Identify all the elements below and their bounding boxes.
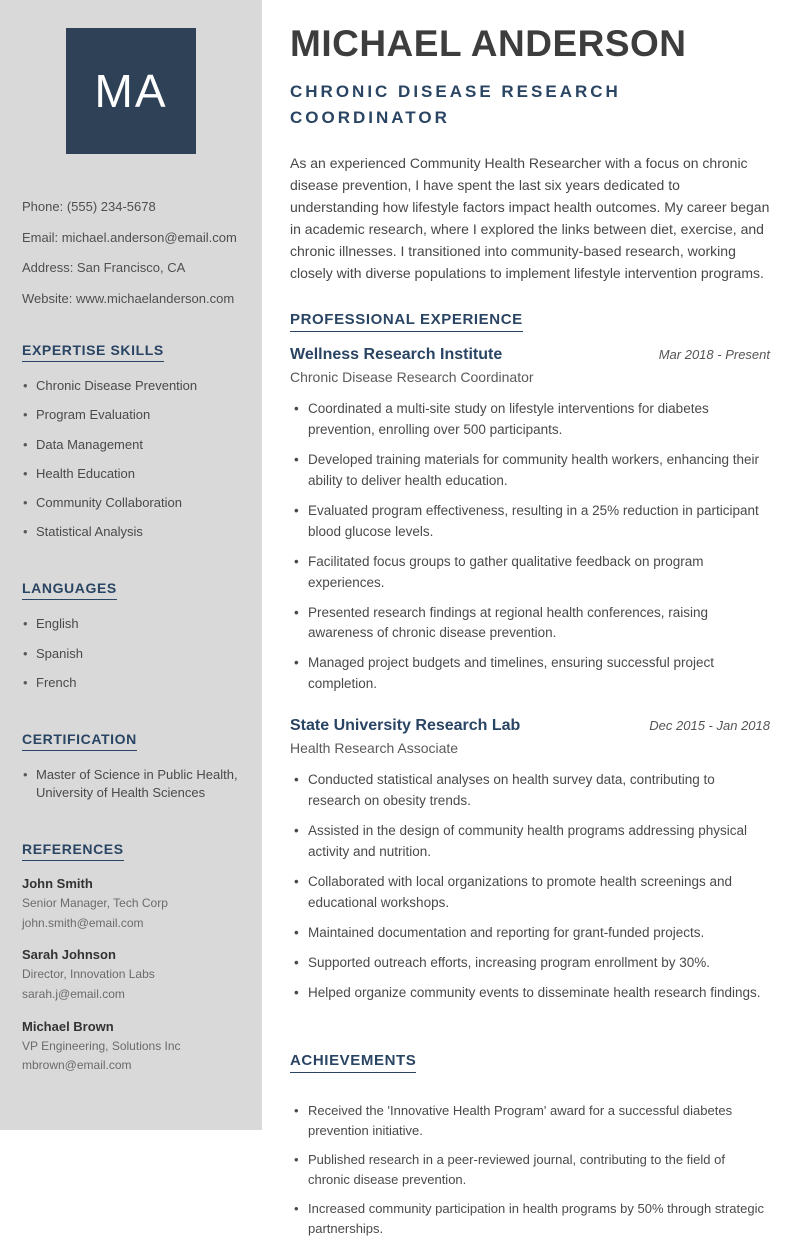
achievement-item: • Received the 'Innovative Health Program' award for a successful diabetes prevention initiative. bbox=[290, 1101, 770, 1141]
job-bullet: • Developed training materials for community health workers, enhancing their ability to deliver health education. bbox=[290, 450, 770, 492]
contact-website: Website: www.michaelanderson.com bbox=[22, 290, 235, 306]
experience-section bbox=[290, 285, 770, 1003]
languages-heading: LANGUAGES bbox=[22, 580, 117, 600]
reference-name: Michael Brown bbox=[22, 1018, 114, 1034]
languages-list bbox=[22, 615, 240, 692]
skill-item: • Community Collaboration bbox=[22, 494, 240, 512]
certification-heading: CERTIFICATION bbox=[22, 731, 137, 751]
references-section bbox=[22, 813, 240, 1074]
job-bullet: • Presented research findings at regional health conferences, raising awareness of chronic disease prevention. bbox=[290, 603, 770, 645]
job-entry bbox=[290, 717, 770, 1003]
job-header bbox=[290, 717, 770, 735]
reference-email: sarah.j@email.com bbox=[22, 987, 125, 1002]
reference-entry bbox=[22, 947, 240, 1002]
experience-heading: PROFESSIONAL EXPERIENCE bbox=[290, 311, 523, 332]
job-bullet: • Collaborated with local organizations to promote health screenings and educational workshops. bbox=[290, 872, 770, 914]
job-bullet: • Helped organize community events to disseminate health research findings. bbox=[290, 983, 770, 1004]
job-bullet: • Assisted in the design of community health programs addressing physical activity and nutrition. bbox=[290, 821, 770, 863]
monogram-box bbox=[66, 28, 196, 154]
job-dates: Dec 2015 - Jan 2018 bbox=[649, 718, 770, 734]
job-entry bbox=[290, 346, 770, 695]
language-item: • English bbox=[22, 615, 240, 633]
achievements-list bbox=[290, 1101, 770, 1239]
reference-email: john.smith@email.com bbox=[22, 915, 144, 930]
job-bullet: • Conducted statistical analyses on health survey data, contributing to research on obesity trends. bbox=[290, 770, 770, 812]
reference-email: mbrown@email.com bbox=[22, 1058, 132, 1073]
job-header bbox=[290, 346, 770, 364]
contact-address: Address: San Francisco, CA bbox=[22, 260, 186, 276]
job-bullet: • Facilitated focus groups to gather qualitative feedback on program experiences. bbox=[290, 552, 770, 594]
reference-title: Senior Manager, Tech Corp bbox=[22, 896, 168, 911]
achievements-section bbox=[290, 1026, 770, 1239]
job-bullet: • Maintained documentation and reporting for grant-funded projects. bbox=[290, 923, 770, 944]
skill-item: • Chronic Disease Prevention bbox=[22, 377, 240, 395]
reference-entry bbox=[22, 1019, 240, 1074]
job-bullet-list bbox=[290, 399, 770, 695]
language-item: • French bbox=[22, 674, 240, 692]
skills-section bbox=[22, 320, 240, 541]
job-bullet: • Evaluated program effectiveness, resulting in a 25% reduction in participant blood glucose levels. bbox=[290, 501, 770, 543]
certification-item: • Master of Science in Public Health, University of Health Sciences bbox=[22, 766, 240, 802]
skill-item: • Program Evaluation bbox=[22, 406, 240, 424]
achievements-heading: ACHIEVEMENTS bbox=[290, 1052, 416, 1073]
person-name: MICHAEL ANDERSON bbox=[290, 23, 687, 64]
achievement-item: • Published research in a peer-reviewed journal, contributing to the field of chronic disease prevention. bbox=[290, 1150, 770, 1190]
job-bullet-list bbox=[290, 770, 770, 1003]
contact-section bbox=[22, 198, 240, 307]
languages-section bbox=[22, 552, 240, 692]
skill-item: • Statistical Analysis bbox=[22, 523, 240, 541]
reference-name: John Smith bbox=[22, 876, 93, 892]
achievement-item: • Increased community participation in health programs by 50% through strategic partnerships. bbox=[290, 1199, 770, 1239]
references-heading: REFERENCES bbox=[22, 841, 124, 861]
contact-email: Email: michael.anderson@email.com bbox=[22, 229, 237, 245]
skills-list bbox=[22, 377, 240, 541]
reference-title: Director, Innovation Labs bbox=[22, 967, 155, 982]
skill-item: • Health Education bbox=[22, 465, 240, 483]
person-job-title: CHRONIC DISEASE RESEARCH COORDINATOR bbox=[290, 81, 621, 128]
resume-main bbox=[262, 0, 800, 1237]
job-bullet: • Coordinated a multi-site study on lifestyle interventions for diabetes prevention, enrolling over 500 participants. bbox=[290, 399, 770, 441]
job-role: Chronic Disease Research Coordinator bbox=[290, 369, 534, 386]
job-role: Health Research Associate bbox=[290, 740, 459, 757]
language-item: • Spanish bbox=[22, 645, 240, 663]
certification-list bbox=[22, 766, 240, 802]
sidebar bbox=[0, 0, 262, 1130]
job-dates: Mar 2018 - Present bbox=[658, 347, 770, 363]
skills-heading: EXPERTISE SKILLS bbox=[22, 342, 164, 362]
contact-phone: Phone: (555) 234-5678 bbox=[22, 199, 156, 214]
job-bullet: • Managed project budgets and timelines, ensuring successful project completion. bbox=[290, 653, 770, 695]
reference-entry bbox=[22, 876, 240, 931]
job-company: State University Research Lab bbox=[290, 717, 521, 735]
job-bullet: • Supported outreach efforts, increasing program enrollment by 30%. bbox=[290, 953, 770, 974]
reference-title: VP Engineering, Solutions Inc bbox=[22, 1038, 181, 1053]
skill-item: • Data Management bbox=[22, 436, 240, 454]
job-company: Wellness Research Institute bbox=[290, 346, 503, 364]
monogram-initials: MA bbox=[94, 65, 168, 117]
summary-paragraph: As an experienced Community Health Researcher with a focus on chronic disease prevention, I have spent the last six years dedicated to understanding how lifestyle factors impact health outcomes. My career began in academic research, where I explored the links between diet, exercise, and chronic illnesses. I transitioned into community-based research, working closely with diverse populations to implement lifestyle intervention programs. bbox=[290, 155, 770, 282]
reference-name: Sarah Johnson bbox=[22, 947, 116, 963]
certification-section bbox=[22, 703, 240, 802]
